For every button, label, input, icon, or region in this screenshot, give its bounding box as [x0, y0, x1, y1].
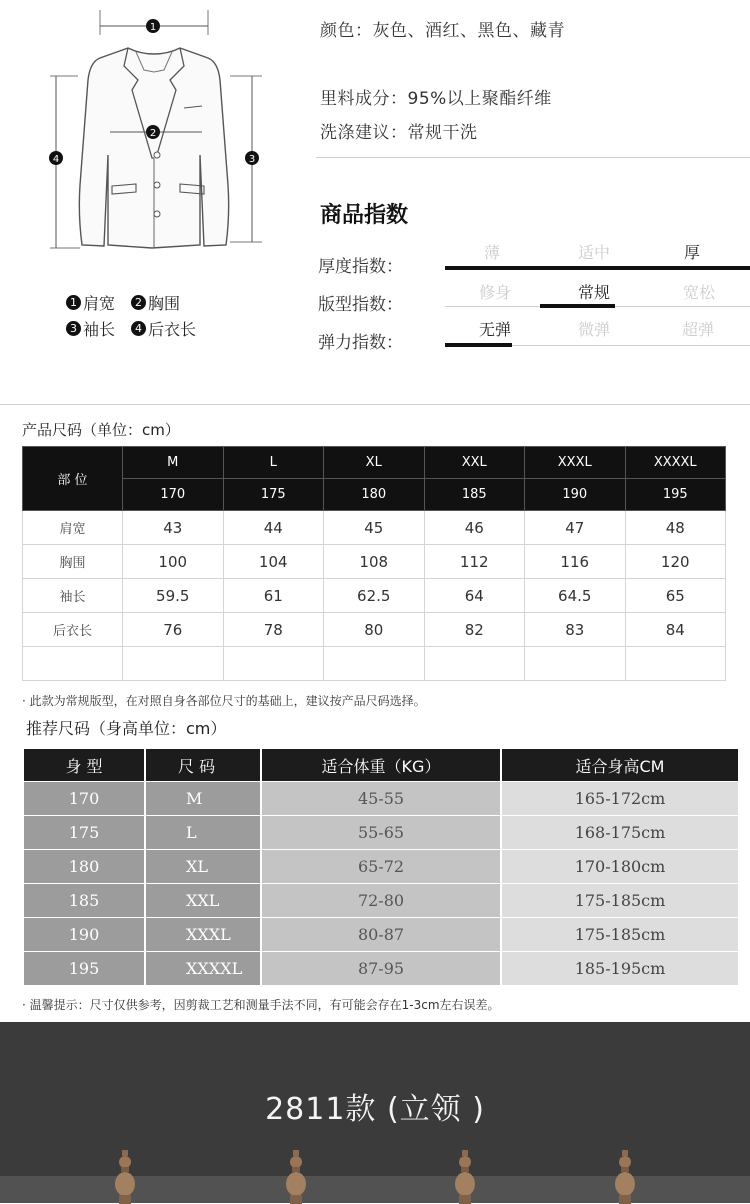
value-cell: 45	[324, 511, 425, 545]
height-header-cell: 170	[123, 479, 224, 511]
product-index-title: 商品指数	[320, 203, 409, 228]
hanger-finial-icon	[112, 1150, 138, 1204]
rec-cell: XXXXL	[146, 952, 262, 986]
value-cell: 76	[123, 613, 224, 647]
table-row	[24, 782, 740, 816]
rec-cell: XXXL	[146, 918, 262, 952]
size-header-cell: L	[223, 447, 324, 479]
value-cell: 116	[525, 545, 626, 579]
rec-cell: 45-55	[262, 782, 502, 816]
hanger-finial-icon	[452, 1150, 478, 1204]
part-cell: 袖长	[23, 579, 123, 613]
table-row	[23, 545, 726, 579]
rec-cell: 87-95	[262, 952, 502, 986]
legend-row-2	[66, 317, 196, 340]
rec-cell: 170	[24, 782, 146, 816]
empty-row	[23, 647, 726, 681]
thickness-option-selected: 厚	[683, 243, 700, 262]
table-row	[23, 613, 726, 647]
rec-cell: 185	[24, 884, 146, 918]
legend-number: 1	[66, 295, 81, 310]
legend-item	[66, 317, 115, 340]
height-header-cell: 180	[324, 479, 425, 511]
legend-label: 胸围	[148, 294, 181, 313]
height-header-cell: 175	[223, 479, 324, 511]
rec-cell: 55-65	[262, 816, 502, 850]
svg-text:3: 3	[248, 154, 256, 165]
elasticity-level-bar	[445, 343, 512, 347]
legend-label: 肩宽	[83, 294, 116, 313]
hanger-finial-icon	[283, 1150, 309, 1204]
part-cell: 后衣长	[23, 613, 123, 647]
height-header-cell: 185	[424, 479, 525, 511]
rec-table-note: · 温馨提示：尺寸仅供参考，因剪裁工艺和测量手法不同，有可能会存在1-3cm左右误差。	[22, 998, 500, 1012]
table-row	[24, 918, 740, 952]
height-header-row	[23, 479, 726, 511]
value-cell: 64	[424, 579, 525, 613]
value-cell: 83	[525, 613, 626, 647]
value-cell: 48	[625, 511, 726, 545]
jacket-measurement-diagram	[40, 0, 280, 270]
table-row	[23, 579, 726, 613]
thickness-level-bar	[445, 266, 750, 270]
svg-text:1: 1	[149, 22, 157, 33]
legend-row-1	[66, 291, 180, 314]
recommend-table-caption: 推荐尺码（身高单位：cm）	[26, 719, 227, 738]
legend-item	[131, 317, 196, 340]
divider	[316, 157, 750, 158]
value-cell: 61	[223, 579, 324, 613]
value-cell: 80	[324, 613, 425, 647]
thickness-option: 适中	[577, 243, 610, 262]
size-table-note: · 此款为常规版型，在对照自身各部位尺寸的基础上，建议按产品尺码选择。	[22, 694, 426, 708]
legend-item	[131, 291, 180, 314]
table-row	[24, 850, 740, 884]
fit-option-selected: 常规	[577, 283, 610, 302]
svg-text:2: 2	[149, 128, 157, 139]
elasticity-option: 超弹	[681, 320, 714, 339]
fit-option: 宽松	[682, 283, 715, 302]
elasticity-option-selected: 无弹	[478, 320, 511, 339]
rec-cell: 170-180cm	[502, 850, 740, 884]
size-header-cell: XXXL	[525, 447, 626, 479]
value-cell: 62.5	[324, 579, 425, 613]
rec-cell: 175-185cm	[502, 918, 740, 952]
rec-cell: 185-195cm	[502, 952, 740, 986]
part-cell: 胸围	[23, 545, 123, 579]
rec-cell: 190	[24, 918, 146, 952]
value-cell: 84	[625, 613, 726, 647]
style-title: 2811款 (立领 )	[265, 1092, 485, 1127]
style-banner	[0, 1022, 750, 1203]
value-cell: 112	[424, 545, 525, 579]
rec-cell: 168-175cm	[502, 816, 740, 850]
height-header-cell: 195	[625, 479, 726, 511]
rec-cell: XL	[146, 850, 262, 884]
legend-number: 3	[66, 321, 81, 336]
fit-option: 修身	[478, 283, 511, 302]
size-header-cell: XXL	[424, 447, 525, 479]
rec-cell: 195	[24, 952, 146, 986]
rec-header-cell: 适合体重（KG）	[262, 749, 502, 782]
value-cell: 44	[223, 511, 324, 545]
hanger-finial-icon	[612, 1150, 638, 1204]
rec-cell: 165-172cm	[502, 782, 740, 816]
elasticity-option: 微弹	[577, 320, 610, 339]
value-cell: 47	[525, 511, 626, 545]
recommended-size-table	[24, 749, 740, 986]
part-cell: 肩宽	[23, 511, 123, 545]
rec-cell: 65-72	[262, 850, 502, 884]
value-cell: 78	[223, 613, 324, 647]
size-header-cell: M	[123, 447, 224, 479]
thickness-index-label: 厚度指数：	[318, 257, 403, 277]
spec-color: 颜色：灰色、酒红、黑色、藏青	[320, 21, 565, 41]
value-cell: 120	[625, 545, 726, 579]
value-cell: 65	[625, 579, 726, 613]
rec-cell: 80-87	[262, 918, 502, 952]
rec-cell: XXL	[146, 884, 262, 918]
size-table-caption: 产品尺码（单位：cm）	[22, 421, 180, 439]
rec-header-row	[24, 749, 740, 782]
rec-header-cell: 适合身高CM	[502, 749, 740, 782]
elasticity-index-label: 弹力指数：	[318, 333, 403, 353]
thickness-option: 薄	[483, 243, 500, 262]
rec-cell: L	[146, 816, 262, 850]
rec-cell: 175-185cm	[502, 884, 740, 918]
fit-index-label: 版型指数：	[318, 295, 403, 315]
svg-text:4: 4	[52, 154, 60, 165]
value-cell: 46	[424, 511, 525, 545]
section-divider	[0, 404, 750, 405]
height-header-cell: 190	[525, 479, 626, 511]
size-header-cell: XL	[324, 447, 425, 479]
fit-level-bar	[540, 304, 615, 308]
rec-cell: M	[146, 782, 262, 816]
rec-header-cell: 身 型	[24, 749, 146, 782]
value-cell: 100	[123, 545, 224, 579]
spec-washing: 洗涤建议：常规干洗	[320, 123, 478, 143]
value-cell: 104	[223, 545, 324, 579]
rec-cell: 175	[24, 816, 146, 850]
table-row	[23, 511, 726, 545]
legend-label: 袖长	[83, 320, 116, 339]
legend-number: 4	[131, 321, 146, 336]
size-header-row	[23, 447, 726, 479]
legend-item	[66, 291, 115, 314]
rec-cell: 180	[24, 850, 146, 884]
value-cell: 82	[424, 613, 525, 647]
table-row	[24, 952, 740, 986]
spec-material: 里料成分：95%以上聚酯纤维	[320, 89, 552, 109]
table-row	[24, 884, 740, 918]
size-header-cell: XXXXL	[625, 447, 726, 479]
rec-cell: 72-80	[262, 884, 502, 918]
part-header: 部 位	[23, 447, 123, 511]
table-row	[24, 816, 740, 850]
product-size-table	[22, 446, 726, 681]
value-cell: 59.5	[123, 579, 224, 613]
rec-header-cell: 尺 码	[146, 749, 262, 782]
value-cell: 108	[324, 545, 425, 579]
legend-number: 2	[131, 295, 146, 310]
legend-label: 后衣长	[148, 320, 197, 339]
value-cell: 64.5	[525, 579, 626, 613]
value-cell: 43	[123, 511, 224, 545]
